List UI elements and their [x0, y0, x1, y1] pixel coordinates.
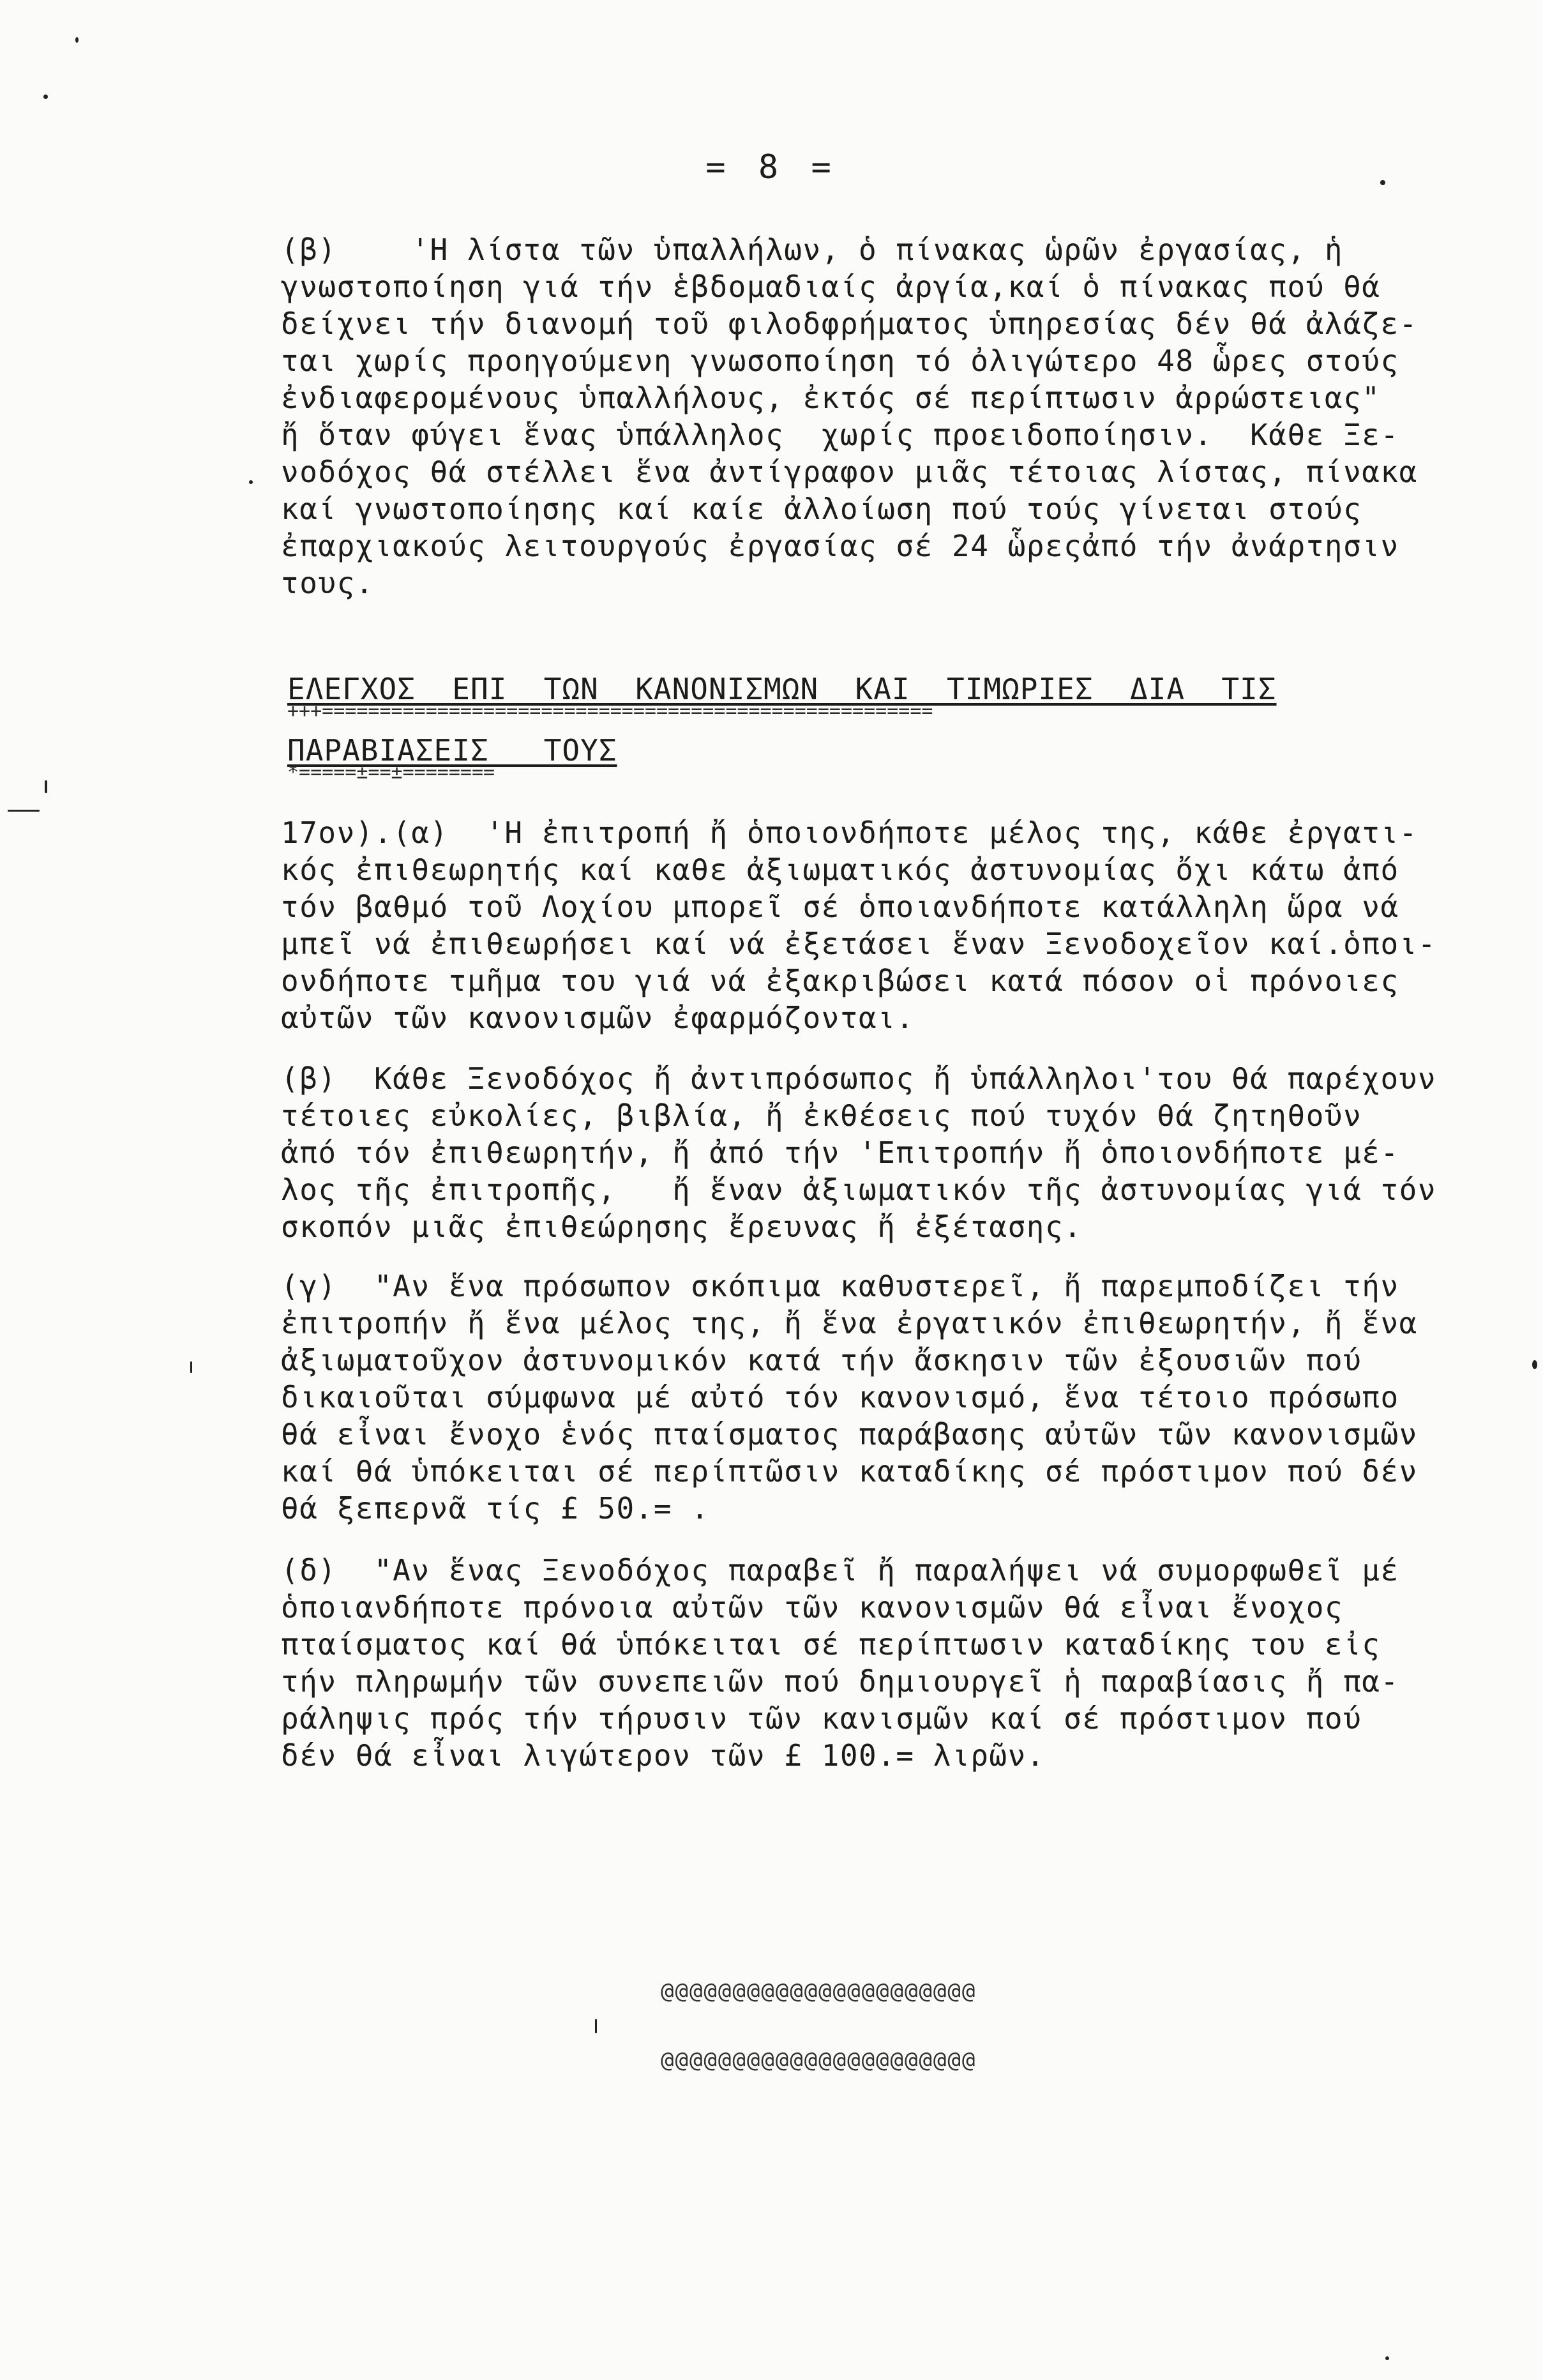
- text-line: 17ον).(α) 'Η ἐπιτροπή ἤ ὁποιονδήποτε μέλος της, κάθε ἐργατι-: [281, 815, 1418, 850]
- text-line: θά εἶναι ἔνοχο ἑνός πταίσματος παράβασης αὐτῶν τῶν κανονισμῶν: [281, 1417, 1418, 1451]
- text-line: τους.: [281, 566, 374, 600]
- text-line: (β) 'Η λίστα τῶν ὑπαλλήλων, ὁ πίνακας ὡρῶν ἐργασίας, ἡ: [281, 232, 1344, 267]
- text-line: ἀπό τόν ἐπιθεωρητήν, ἤ ἀπό τήν 'Επιτροπήν ἤ ὁποιονδήποτε μέ-: [281, 1135, 1399, 1170]
- text-line: σκοπόν μιᾶς ἐπιθεώρησης ἔρευνας ἤ ἐξέτασης.: [281, 1209, 1083, 1244]
- text-line: ἤ ὅταν φύγει ἕνας ὑπάλληλος χωρίς προειδοποίησιν. Κάθε Ξε-: [281, 418, 1399, 452]
- scan-speck: [190, 1361, 192, 1373]
- text-line: δέν θά εἶναι λιγώτερον τῶν £ 100.= λιρῶν.: [281, 1738, 1045, 1773]
- article-17-d: [281, 1552, 1513, 1774]
- scan-speck: [1532, 1360, 1537, 1369]
- scan-speck: [1385, 2356, 1389, 2360]
- scan-speck: [75, 37, 79, 43]
- ornament-row-2: @@@@@@@@@@@@@@@@@@@@@@: [661, 2047, 977, 2073]
- ornament-row-1: @@@@@@@@@@@@@@@@@@@@@@: [661, 1978, 977, 2004]
- article-17-c: [281, 1268, 1513, 1527]
- text-line: (δ) "Αν ἕνας Ξενοδόχος παραβεῖ ἤ παραλήψει νά συμορφωθεῖ μέ: [281, 1553, 1399, 1588]
- heading-rule-2: *=====±==±========: [287, 765, 495, 780]
- section-heading: [287, 671, 1468, 793]
- paragraph-beta-intro: [281, 231, 1513, 602]
- scan-speck: [45, 780, 47, 793]
- text-line: τόν βαθμό τοῦ Λοχίου μπορεῖ σέ ὁποιανδήποτε κατάλληλη ὥρα νά: [281, 890, 1399, 924]
- text-line: ἐπιτροπήν ἤ ἕνα μέλος της, ἤ ἕνα ἐργατικόν ἐπιθεωρητήν, ἤ ἕνα: [281, 1306, 1418, 1340]
- text-line: ἐνδιαφερομένους ὑπαλλήλους, ἐκτός σέ περίπτωσιν ἀρρώστειας": [281, 381, 1381, 415]
- scan-speck: [1380, 180, 1385, 185]
- text-line: ἐπαρχιακούς λειτουργούς ἐργασίας σέ 24 ὧρεςἀπό τήν ἀνάρτησιν: [281, 529, 1399, 563]
- text-line: τήν πληρωμήν τῶν συνεπειῶν πού δημιουργεῖ ἡ παραβίασις ἤ πα-: [281, 1664, 1399, 1699]
- scan-speck: [249, 480, 253, 484]
- text-line: ὁποιανδήποτε πρόνοια αὐτῶν τῶν κανονισμῶν θά εἶναι ἔνοχος: [281, 1590, 1344, 1625]
- text-line: αὐτῶν τῶν κανονισμῶν ἐφαρμόζονται.: [281, 1001, 915, 1035]
- text-line: ράληψις πρός τήν τήρυσιν τῶν κανισμῶν καί σέ πρόστιμον πού: [281, 1701, 1362, 1736]
- text-line: δείχνει τήν διανομή τοῦ φιλοδφρήματος ὑπηρεσίας δέν θά ἀλάζε-: [281, 307, 1418, 341]
- text-line: θά ξεπερνᾶ τίς £ 50.= .: [281, 1491, 710, 1526]
- text-line: καί γνωστοποίησης καί καίε ἀλλοίωση πού τούς γίνεται στούς: [281, 492, 1362, 526]
- page-number: = 8 =: [705, 148, 838, 186]
- heading-rule-1: +++=====================================================: [287, 704, 933, 719]
- article-17-a: [281, 814, 1513, 1036]
- text-line: ται χωρίς προηγούμενη γνωσοποίηση τό ὀλιγώτερο 48 ὧρες στούς: [281, 344, 1399, 378]
- text-line: τέτοιες εὐκολίες, βιβλία, ἤ ἐκθέσεις πού τυχόν θά ζητηθοῦν: [281, 1098, 1362, 1133]
- text-line: κός ἐπιθεωρητής καί καθε ἀξιωματικός ἀστυνομίας ὄχι κάτω ἀπό: [281, 853, 1399, 887]
- text-line: μπεῖ νά ἐπιθεωρήσει καί νά ἐξετάσει ἕναν Ξενοδοχεῖον καί.ὁποι-: [281, 927, 1437, 961]
- text-line: ονδήποτε τμῆμα του γιά νά ἐξακριβώσει κατά πόσον οἱ πρόνοιες: [281, 964, 1399, 998]
- text-line: καί θά ὑπόκειται σέ περίπτῶσιν καταδίκης σέ πρόστιμον πού δέν: [281, 1454, 1418, 1489]
- text-line: λος τῆς ἐπιτροπῆς, ἤ ἕναν ἀξιωματικόν τῆς ἀστυνομίας γιά τόν: [281, 1172, 1437, 1207]
- text-line: πταίσματος καί θά ὑπόκειται σέ περίπτωσιν καταδίκης του εἰς: [281, 1627, 1381, 1662]
- scan-speck: [8, 810, 40, 812]
- scan-speck: [43, 95, 48, 99]
- heading-line-2: ΠΑΡΑΒΙΑΣΕΙΣ ΤΟΥΣ: [287, 733, 617, 768]
- text-line: δικαιοῦται σύμφωνα μέ αὐτό τόν κανονισμό, ἕνα τέτοιο πρόσωπο: [281, 1380, 1399, 1414]
- end-ornament: [661, 1934, 1069, 2118]
- text-line: νοδόχος θά στέλλει ἕνα ἀντίγραφον μιᾶς τέτοιας λίστας, πίνακα: [281, 455, 1418, 489]
- text-line: ἀξιωματοῦχον ἀστυνομικόν κατά τήν ἄσκησιν τῶν ἐξουσιῶν πού: [281, 1343, 1362, 1377]
- article-17-b: [281, 1060, 1513, 1245]
- heading-line-1: ΕΛΕΓΧΟΣ ΕΠΙ ΤΩΝ ΚΑΝΟΝΙΣΜΩΝ ΚΑΙ ΤΙΜΩΡΙΕΣ ΔΙΑ ΤΙΣ: [287, 672, 1277, 706]
- text-line: γνωστοποίηση γιά τήν ἑβδομαδιαίς ἀργία,καί ὁ πίνακας πού θά: [281, 269, 1381, 304]
- text-line: (γ) "Αν ἕνα πρόσωπον σκόπιμα καθυστερεῖ, ἤ παρεμποδίζει τήν: [281, 1269, 1399, 1303]
- text-line: (β) Κάθε Ξενοδόχος ἤ ἀντιπρόσωπος ἤ ὑπάλληλοι'του θά παρέχουν: [281, 1061, 1437, 1096]
- scan-speck: [595, 2019, 597, 2033]
